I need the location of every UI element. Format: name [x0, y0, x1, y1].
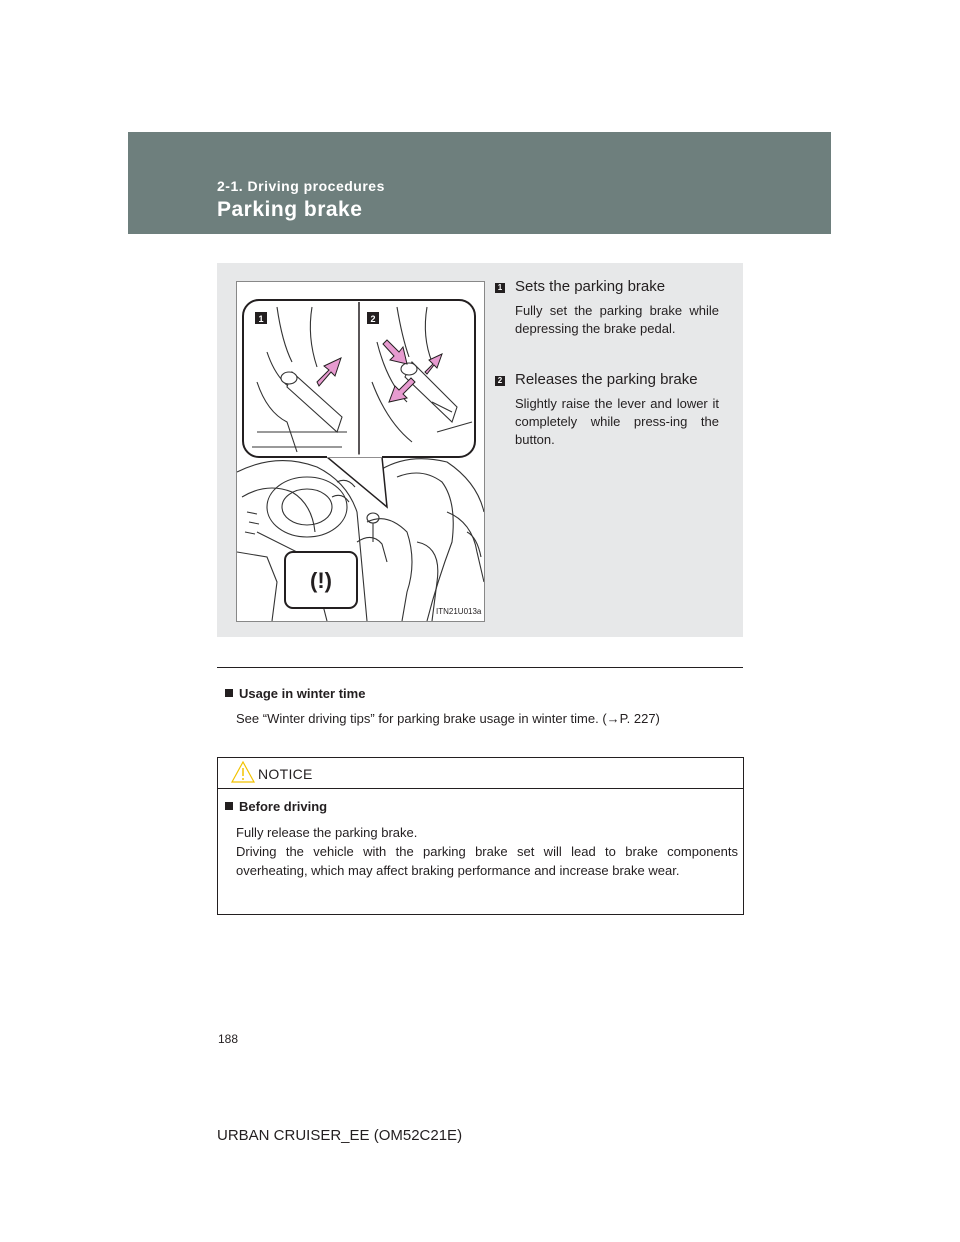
- figure-code: ITN21U013a: [436, 607, 482, 616]
- warning-triangle-icon: [231, 761, 255, 783]
- step-body-2: Slightly raise the lever and lower it completely while press-ing the button.: [515, 396, 719, 447]
- step-marker-1: 1: [495, 283, 505, 293]
- notice-header: [218, 758, 743, 789]
- step-body-1: Fully set the parking brake while depressing the brake pedal.: [515, 303, 719, 336]
- step-heading-1: Sets the parking brake: [515, 278, 666, 295]
- callout-label-2: 2: [370, 314, 376, 324]
- footer-model-code: URBAN CRUISER_EE (OM52C21E): [217, 1127, 463, 1144]
- notice-line-1: Fully release the parking brake.: [236, 825, 418, 840]
- section-label: 2-1. Driving procedures: [217, 178, 385, 194]
- page-title: Parking brake: [217, 198, 363, 221]
- callout-label-1: 1: [258, 314, 264, 324]
- notice-box: [217, 757, 744, 915]
- square-bullet-icon: [225, 689, 233, 697]
- info-heading: [225, 686, 365, 701]
- info-body: See “Winter driving tips” for parking brake usage in winter time. (→P. 227): [236, 711, 660, 726]
- step-marker-2: 2: [495, 376, 505, 386]
- page-number: 188: [218, 1032, 239, 1046]
- parking-brake-illustration: [236, 281, 485, 622]
- notice-line-2: Driving the vehicle with the parking brake set will lead to brake components overheating, which may affect braking performance and increase brake wear.: [236, 844, 738, 878]
- notice-body: [236, 823, 738, 880]
- section-divider: [217, 667, 743, 668]
- info-heading-text: Usage in winter time: [239, 686, 366, 701]
- notice-subheading: [225, 799, 327, 814]
- notice-title: NOTICE: [258, 766, 313, 782]
- square-bullet-icon: [225, 802, 233, 810]
- callout-pointer: [327, 457, 387, 507]
- notice-subheading-text: Before driving: [239, 799, 328, 814]
- brake-warning-icon: (!): [310, 568, 332, 593]
- step-heading-2: Releases the parking brake: [515, 371, 698, 388]
